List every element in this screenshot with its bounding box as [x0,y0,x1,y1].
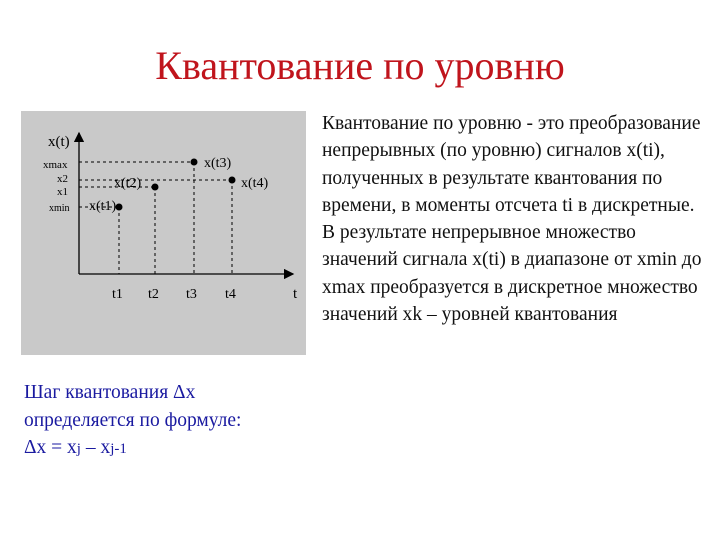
formula-subscript-j: j [76,441,81,458]
time-label-t2: t2 [148,287,159,302]
time-label-t4: t4 [225,287,236,302]
formula-note [24,379,314,464]
description-paragraph-2: В результате непрерывное множество значений сигнала x(ti) в диапазоне от xmin до xmax преобразуется в дискретное множество значений xk – уровней квантования [322,222,702,326]
point-label-2: x(t2) [114,176,142,191]
x-axis-label: t [293,286,298,302]
formula-note-line-1: Шаг квантования Δx [24,382,196,403]
formula-mid: – x [80,437,111,459]
description-text [322,110,707,328]
sample-point-1 [116,204,123,211]
sample-point-2 [152,184,159,191]
formula-lhs: Δx = x [24,437,77,459]
level-label-x2: x2 [57,173,68,185]
quantization-step-formula [24,434,314,464]
point-label-1: x(t1) [89,199,117,214]
level-label-xmax: xmax [43,159,68,171]
y-axis-label: x(t) [48,134,70,150]
level-label-x1: x1 [57,186,68,198]
diagram-svg [21,111,306,355]
point-label-4: x(t4) [241,176,269,191]
level-label-xmin: xmin [49,203,70,214]
formula-subscript-j-1: j-1 [110,441,127,458]
quantization-diagram [21,111,306,355]
description-paragraph-1: Квантование по уровню - это преобразование непрерывных (по уровню) сигналов x(ti), полученных в результате квантования по времени, в моменты отсчета ti в дискретные. [322,113,701,216]
slide-title: Квантование по уровню [155,43,565,88]
sample-point-3 [191,159,198,166]
time-label-t3: t3 [186,287,197,302]
sample-point-4 [229,177,236,184]
time-label-t1: t1 [112,287,123,302]
point-label-3: x(t3) [204,156,232,171]
formula-note-line-2: определяется по формуле: [24,409,242,431]
